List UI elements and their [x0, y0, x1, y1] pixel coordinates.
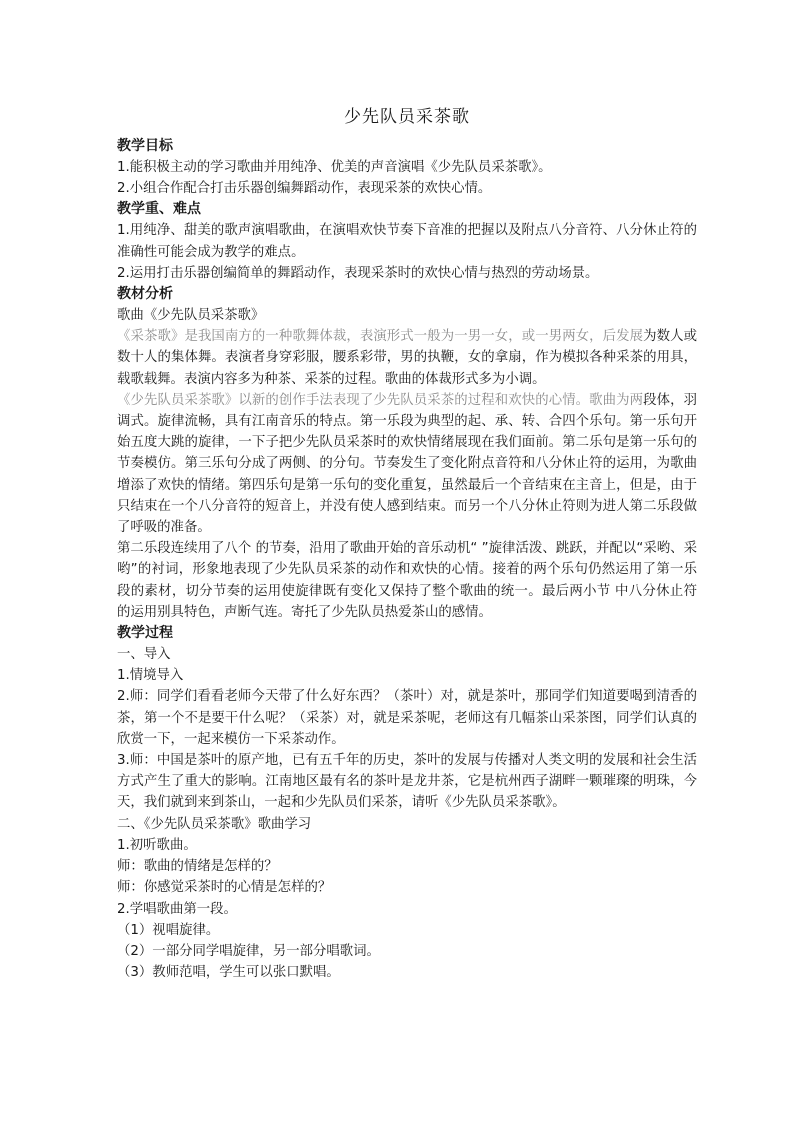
analysis-paragraph-2: [117, 390, 697, 538]
analysis-paragraph-1-lead: 《采茶歌》是我国南方的一种歌舞体裁，表演形式一般为一男一女，或一男两女，后发展: [117, 329, 644, 345]
analysis-paragraph-2-lead: 《少先队员采茶歌》以新的创作手法表现了少先队员采茶的过程和欢快的心情。歌曲为两: [117, 392, 644, 408]
process-line: 3.师：中国是茶叶的原产地，已有五千年的历史，茶叶的发展与传播对人类文明的发展和社会生活方式产生了重大的影响。江南地区最有名的茶叶是龙井茶，它是杭州西子湖畔一颗璀璨的明珠，今天，我们就到来到茶山，一起和少先队员们采茶，请听《少先队员采茶歌》。: [117, 753, 697, 811]
document-page: [117, 104, 697, 983]
process-line: （1）视唱旋律。: [117, 922, 220, 938]
analysis-song-line: 歌曲《少先队员采茶歌》: [117, 308, 265, 324]
analysis-paragraph-2-body: 段体，羽调式。旋律流畅，具有江南音乐的特点。第一乐段为典型的起、承、转、合四个乐句。第一乐句开始五度大跳的旋律，一下子把少先队员采茶时的欢快情绪展现在我们面前。第二乐句是第一乐句的节奏模仿。第三乐句分成了两侧、的分句。节奏发生了变化附点音符和八分休止符的运用，为歌曲增添了欢快的情绪。第四乐句是第一乐句的变化重复，虽然最后一个音结束在主音上，但是，由于只结束在一个八分音符的短音上，并没有使人感到结束。而另一个八分休止符则为进人第二乐段做了呼吸的准备。: [117, 392, 698, 536]
process-line: 2.学唱歌曲第一段。: [117, 901, 237, 917]
key-point-item-2: 2.运用打击乐器创编简单的舞蹈动作，表现采茶时的欢快心情与热烈的劳动场景。: [117, 265, 599, 281]
document-title: 少先队员采茶歌: [344, 107, 470, 127]
process-line: 一、导入: [117, 647, 171, 663]
analysis-heading: 教材分析: [117, 286, 173, 303]
key-point-item-1: 1.用纯净、甜美的歌声演唱歌曲，在演唱欢快节奏下音准的把握以及附点八分音符、八分休止符的准确性可能会成为教学的难点。: [117, 223, 697, 260]
process-line: 1.初听歌曲。: [117, 837, 197, 853]
analysis-paragraph-3: 第二乐段连续用了八个 的节奏，沿用了歌曲开始的音乐动机“ ”旋律活泼、跳跃，并配以“采哟、采哟”的衬词，形象地表现了少先队员采茶的动作和欢快的心情。接着的两个乐句仍然运用了第一乐段的素材，切分节奏的运用使旋律既有变化又保持了整个歌曲的统一。最后两小节 中八分休止符的运用别具特色，声断气连。寄托了少先队员热爱茶山的感情。: [117, 541, 697, 620]
analysis-paragraph-1: [117, 326, 697, 390]
goals-heading: 教学目标: [117, 138, 173, 154]
goal-item-2: 2.小组合作配合打击乐器创编舞蹈动作，表现采茶的欢快心情。: [117, 181, 492, 197]
analysis-paragraph-1-body: 为数人或数十人的集体舞。表演者身穿彩服，腰系彩带，男的执鞭，女的拿扇，作为模拟各种采茶的用具，载歌载舞。表演内容多为种茶、采茶的过程。歌曲的体裁形式多为小调。: [117, 329, 698, 387]
key-points-heading: 教学重、难点: [117, 201, 201, 218]
process-line: （2）一部分同学唱旋律，另一部分唱歌词。: [117, 943, 380, 959]
process-line: 师：你感觉采茶时的心情是怎样的？: [117, 880, 332, 896]
goal-item-1: 1.能积极主动的学习歌曲并用纯净、优美的声音演唱《少先队员采茶歌》。: [117, 160, 552, 175]
process-line: 2.师：同学们看看老师今天带了什么好东西？（茶叶）对，就是茶叶，那同学们知道要喝到清香的茶，第一个不是要干什么呢？（采茶）对，就是采茶呢，老师这有几幅茶山采茶图，同学们认真的欣赏一下，一起来模仿一下采茶动作。: [117, 689, 697, 747]
process-line: 师：歌曲的情绪是怎样的？: [117, 859, 278, 875]
process-line: （3）教师范唱，学生可以张口默唱。: [117, 965, 340, 981]
process-line: 二、《少先队员采茶歌》歌曲学习: [117, 816, 312, 832]
process-line: 1.情境导入: [117, 668, 184, 684]
process-heading: 教学过程: [117, 625, 173, 642]
